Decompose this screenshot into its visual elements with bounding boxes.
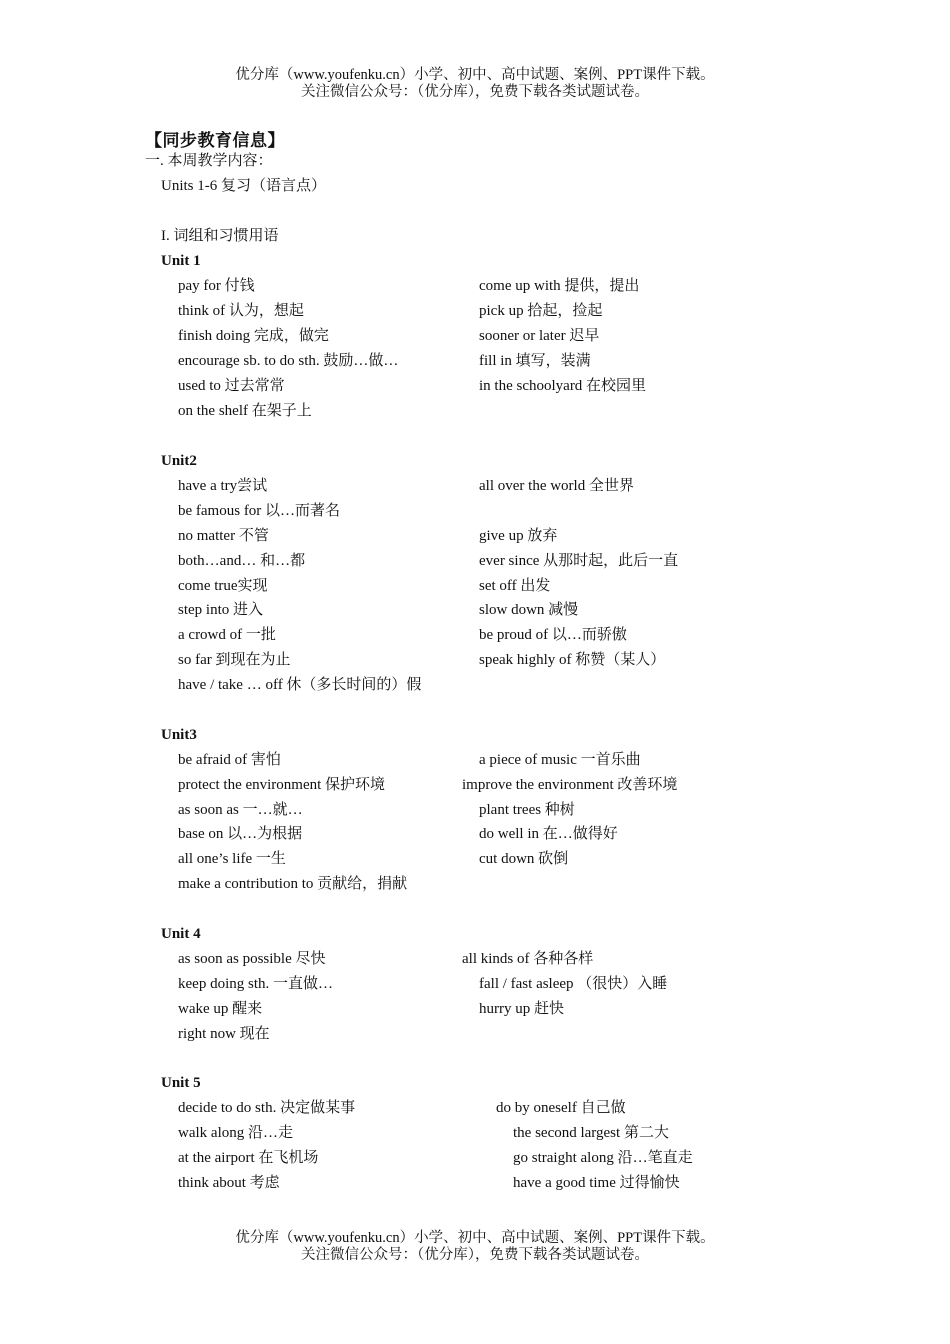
phrase-left: a crowd of 一批 <box>178 627 276 643</box>
footer-line-1: 优分库（www.youfenku.cn）小学、初中、高中试题、案例、PPT课件下载。 <box>235 1230 715 1246</box>
phrase-right: sooner or later 迟早 <box>479 328 600 344</box>
phrase-left: walk along 沿…走 <box>178 1125 293 1141</box>
footer-line-2: 关注微信公众号：（优分库），免费下载各类试题试卷。 <box>301 1247 649 1263</box>
phrase-right: all kinds of 各种各样 <box>462 951 594 967</box>
phrase-right: in the schoolyard 在校园里 <box>479 378 647 394</box>
section-title: 【同步教育信息】 <box>145 131 285 151</box>
phrase-right: fill in 填写，装满 <box>479 353 591 369</box>
unit-heading: Unit2 <box>161 453 197 469</box>
unit-heading: Unit3 <box>161 727 197 743</box>
phrase-left: all one’s life 一生 <box>178 851 286 867</box>
phrase-right: ever since 从那时起，此后一直 <box>479 553 679 569</box>
phrase-right: give up 放弃 <box>479 528 558 544</box>
phrase-left: base on 以…为根据 <box>178 826 303 842</box>
phrase-left: at the airport 在飞机场 <box>178 1150 319 1166</box>
phrase-right: have a good time 过得愉快 <box>513 1175 680 1191</box>
phrase-left: encourage sb. to do sth. 鼓励…做… <box>178 353 399 369</box>
phrase-left: both…and… 和…都 <box>178 553 306 569</box>
phrase-right: do by oneself 自己做 <box>496 1100 626 1116</box>
unit-heading: Unit 1 <box>161 253 201 269</box>
phrase-left: decide to do sth. 决定做某事 <box>178 1100 356 1116</box>
phrase-right: slow down 减慢 <box>479 602 579 618</box>
phrase-left: as soon as possible 尽快 <box>178 951 326 967</box>
phrase-left: keep doing sth. 一直做… <box>178 976 333 992</box>
phrase-right: go straight along 沿…笔直走 <box>513 1150 693 1166</box>
phrase-left: protect the environment 保护环境 <box>178 777 386 793</box>
phrase-left: finish doing 完成，做完 <box>178 328 329 344</box>
phrase-left: think of 认为，想起 <box>178 303 304 319</box>
phrase-left: make a contribution to 贡献给，捐献 <box>178 876 408 892</box>
page-header <box>0 67 950 101</box>
part-heading: I. 词组和习惯用语 <box>161 228 279 244</box>
section-heading: 一. 本周教学内容： <box>145 153 273 169</box>
unit-heading: Unit 5 <box>161 1075 201 1091</box>
phrase-left: used to 过去常常 <box>178 378 285 394</box>
phrase-right: all over the world 全世界 <box>479 478 634 494</box>
phrase-left: come true实现 <box>178 578 268 594</box>
phrase-left: be famous for 以…而著名 <box>178 503 341 519</box>
phrase-left: have a try尝试 <box>178 478 268 494</box>
phrase-left: no matter 不管 <box>178 528 269 544</box>
phrase-right: fall / fast asleep （很快）入睡 <box>479 976 668 992</box>
phrase-right: cut down 砍倒 <box>479 851 569 867</box>
phrase-right: pick up 拾起，捡起 <box>479 303 603 319</box>
phrase-right: improve the environment 改善环境 <box>462 777 678 793</box>
header-line-1: 优分库（www.youfenku.cn）小学、初中、高中试题、案例、PPT课件下载。 <box>235 67 715 83</box>
phrase-left: wake up 醒来 <box>178 1001 263 1017</box>
phrase-left: on the shelf 在架子上 <box>178 403 312 419</box>
phrase-right: do well in 在…做得好 <box>479 826 618 842</box>
phrase-right: come up with 提供，提出 <box>479 278 640 294</box>
phrase-left: have / take … off 休（多长时间的）假 <box>178 677 422 693</box>
phrase-left: right now 现在 <box>178 1026 270 1042</box>
phrase-right: be proud of 以…而骄傲 <box>479 627 627 643</box>
phrase-right: speak highly of 称赞（某人） <box>479 652 666 668</box>
content-subtitle: Units 1-6 复习（语言点） <box>161 178 327 194</box>
phrase-right: a piece of music 一首乐曲 <box>479 752 641 768</box>
page-footer <box>0 1230 950 1264</box>
phrase-left: so far 到现在为止 <box>178 652 291 668</box>
phrase-right: set off 出发 <box>479 578 551 594</box>
phrase-right: plant trees 种树 <box>479 802 575 818</box>
phrase-right: the second largest 第二大 <box>513 1125 669 1141</box>
phrase-left: pay for 付钱 <box>178 278 255 294</box>
phrase-left: step into 进入 <box>178 602 263 618</box>
phrase-left: think about 考虑 <box>178 1175 280 1191</box>
phrase-left: be afraid of 害怕 <box>178 752 281 768</box>
unit-heading: Unit 4 <box>161 926 201 942</box>
phrase-right: hurry up 赶快 <box>479 1001 564 1017</box>
phrase-left: as soon as 一…就… <box>178 802 303 818</box>
header-line-2: 关注微信公众号：（优分库），免费下载各类试题试卷。 <box>301 84 649 100</box>
